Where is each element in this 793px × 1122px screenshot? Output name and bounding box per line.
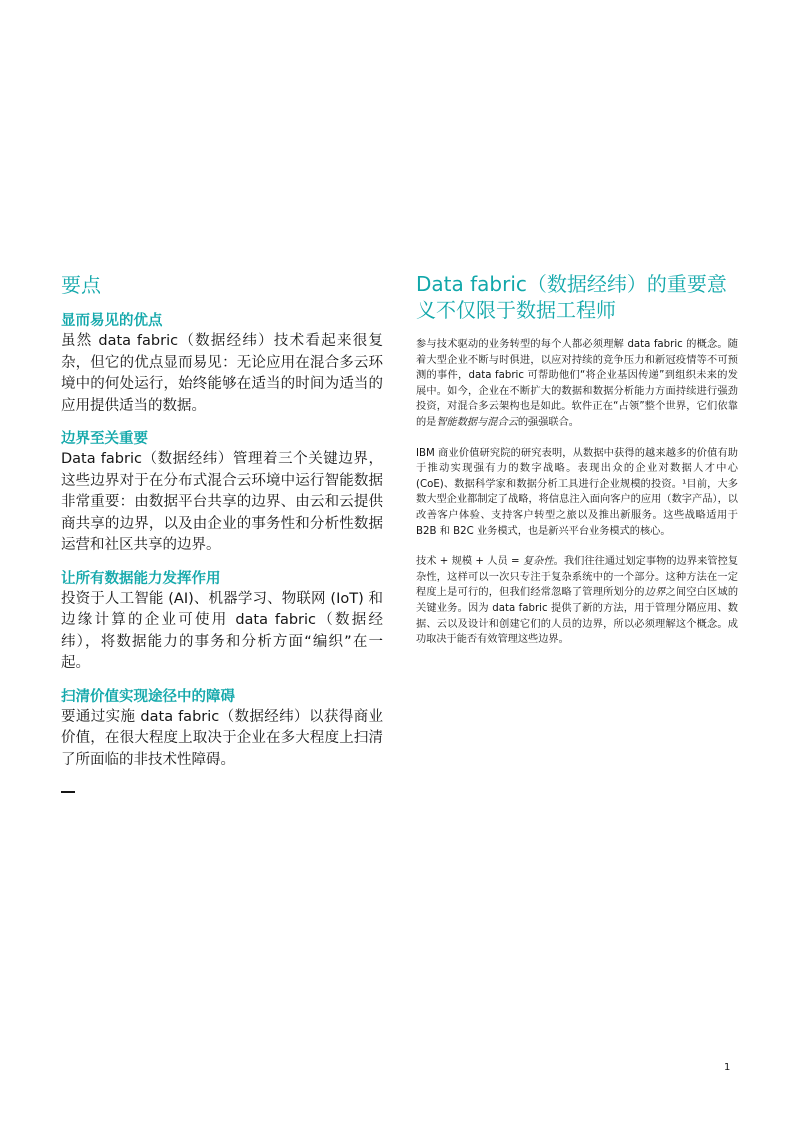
article-para-3-text-end: 之间空白区域的关键业务。因为 data fabric 提供了新的方法，用于管理分隔应用、数据、云以及设计和创建它们的人员的边界，所以必须理解这个概念。成功取决于能否有效管理这些边界。 xyxy=(416,587,739,646)
article-para-3 xyxy=(416,554,738,648)
heading-obvious-benefits: 显而易见的优点 xyxy=(61,312,163,329)
key-points-column xyxy=(61,271,383,793)
article-para-1-emphasis: 智能数据与混合云 xyxy=(436,416,518,428)
article-para-3-text-mid: 。我们往往通过划定事物的边界来管控复杂性，这样可以一次只专注于复杂系统中的一个部分。这种方法在一定程度上是可行的，但我们经常忽略了管理所划分的 xyxy=(416,556,739,599)
article-para-2: IBM 商业价值研究院的研究表明，从数据中获得的越来越多的价值有助于推动实现强有力的数字战略。表现出众的企业对数据人才中心 (CoE)、数据科学家和数据分析工具进行企业规模的投资。¹目前，大多数大型企业都制定了战略，将信息注入面向客户的应用（数字产品），以改善客户体验、支持客户转型之旅以及推出新服务。这些战略适用于 B2B 和 B2C 业务模式，也是新兴平台业务模式的核心。 xyxy=(416,447,738,537)
article-para-3-emphasis-complexity: 复杂性 xyxy=(522,556,554,568)
article-para-1 xyxy=(416,337,738,431)
article-para-3-emphasis-boundary: 边界 xyxy=(644,587,666,599)
heading-boundaries: 边界至关重要 xyxy=(61,430,148,447)
page-number: 1 xyxy=(724,1062,731,1073)
para-clear-obstacles: 要通过实施 data fabric（数据经纬）以获得商业价值，在很大程度上取决于企业在多大程度上扫清了所面临的非技术性障碍。 xyxy=(61,708,383,768)
main-article-column xyxy=(416,271,738,663)
para-boundaries: Data fabric（数据经纬）管理着三个关键边界，这些边界对于在分布式混合云环境中运行智能数据非常重要：由数据平台共享的边界、由云和云提供商共享的边界，以及由企业的事务性和分析性数据运营和社区共享的边界。 xyxy=(61,451,383,553)
key-points-title: 要点 xyxy=(61,273,101,297)
article-para-1-text-end: 的强强联合。 xyxy=(517,416,579,428)
para-obvious-benefits: 虽然 data fabric（数据经纬）技术看起来很复杂，但它的优点显而易见：无论应用在混合多云环境中的何处运行，始终能够在适当的时间为适当的应用提供适当的数据。 xyxy=(61,333,383,414)
para-data-capabilities: 投资于人工智能 (AI)、机器学习、物联网 (IoT) 和边缘计算的企业可使用 data fabric（数据经纬），将数据能力的事务和分析方面“编织”在一起。 xyxy=(61,590,383,671)
article-para-3-text: 技术 + 规模 + 人员 = xyxy=(416,556,523,568)
end-dash-divider xyxy=(61,791,75,793)
article-para-1-text: 参与技术驱动的业务转型的每个人都必须理解 data fabric 的概念。随着大型企业不断与时俱进，以应对持续的竞争压力和新冠疫情等不可预测的事件，data fabric 可帮助他们“将企业基因传递”到组织未来的发展中。如今，企业在不断扩大的数据和数据分析能力方面持续进行强劲投资，对混合多云架构也是如此。软件正在“占领”整个世界，它们依靠的是 xyxy=(416,339,738,428)
article-title: Data fabric（数据经纬）的重要意义不仅限于数据工程师 xyxy=(416,272,727,322)
heading-data-capabilities: 让所有数据能力发挥作用 xyxy=(61,569,221,587)
heading-clear-obstacles: 扫清价值实现途径中的障碍 xyxy=(61,687,235,705)
